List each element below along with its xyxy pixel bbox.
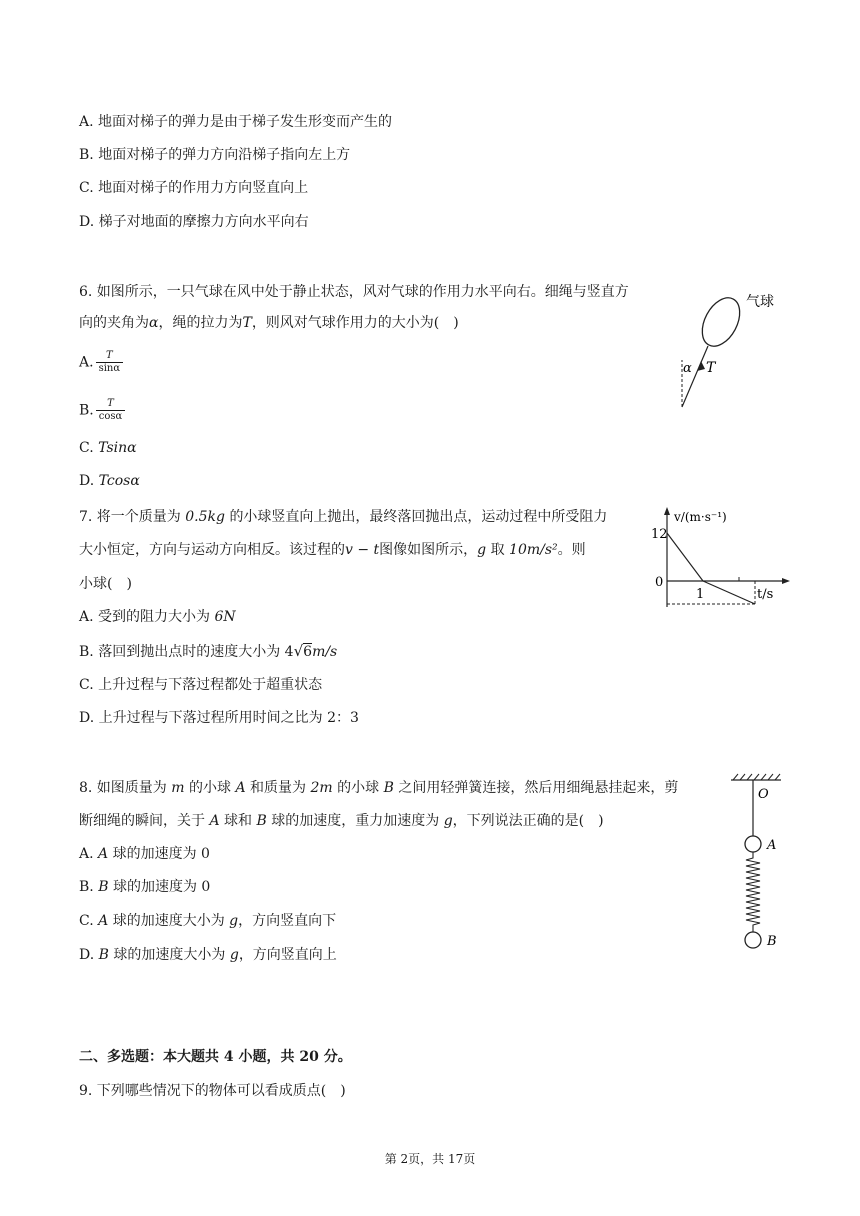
q6-option-b: B. $\frac{T}{\cos\alpha}$ (79, 398, 125, 423)
ball-B (745, 932, 761, 948)
q8-stem-line2: 断细绳的瞬间，关于 A 球和 B 球的加速度，重力加速度为 g，下列说法正确的是( ) (79, 813, 604, 829)
q9-stem: 9. 下列哪些情况下的物体可以看成质点( ) (79, 1083, 346, 1099)
fig-xlabel: t/s (757, 587, 774, 602)
q8-option-c: C. A 球的加速度大小为 g，方向竖直向下 (79, 913, 337, 929)
q7-stem-line3: 小球( ) (79, 576, 132, 592)
string-line (682, 346, 708, 407)
fig-alpha-label: α (683, 361, 692, 376)
rising-segment (667, 533, 703, 581)
fig-A-label: A (767, 838, 777, 853)
fig-ylabel: v/(m·s⁻¹) (674, 510, 727, 524)
q7-option-b: B. 落回到抛出点时的速度大小为 4√6m/s (79, 642, 338, 660)
spring-coil (746, 852, 760, 932)
fig-balloon-label: 气球 (746, 294, 774, 310)
balloon-shape (695, 292, 748, 353)
q6-option-c: C. Tsinα (79, 440, 137, 456)
q5-option-d: D. 梯子对地面的摩擦力方向水平向右 (79, 214, 309, 230)
fig-y0: 0 (655, 575, 664, 590)
q6-option-d: D. Tcosα (79, 473, 140, 489)
fig-y12: 12 (651, 527, 668, 542)
q5-option-c: C. 地面对梯子的作用力方向竖直向上 (79, 180, 309, 196)
fig-x1: 1 (696, 587, 705, 602)
q6-stem-line2: 向的夹角为α，绳的拉力为T，则风对气球作用力的大小为( ) (79, 315, 459, 331)
q6-tension: T (242, 315, 252, 331)
page-footer: 第 2页，共 17页 (384, 1152, 476, 1166)
fraction: $\frac{T}{\cos\alpha}$ (96, 398, 126, 423)
q7-option-d: D. 上升过程与下落过程所用时间之比为 2：3 (79, 710, 359, 726)
q7-stem-line1: 7. 将一个质量为 0.5kg 的小球竖直向上抛出，最终落回抛出点，运动过程中所受阻力 (79, 509, 608, 525)
q7-stem-line2: 大小恒定，方向与运动方向相反。该过程的v − t图像如图所示，g 取 10m/s²。则 (79, 542, 586, 558)
fig-O-label: O (758, 787, 769, 802)
q8-stem-line1: 8. 如图质量为 m 的小球 A 和质量为 2m 的小球 B 之间用轻弹簧连接，然后用细绳悬挂起来，剪 (79, 780, 679, 796)
q6-alpha: α (149, 315, 159, 331)
q5-option-a: A. 地面对梯子的弹力是由于梯子发生形变而产生的 (79, 114, 393, 130)
vt-graph (645, 503, 795, 618)
section-heading: 二、多选题：本大题共 4 小题，共 20 分。 (79, 1049, 352, 1065)
falling-segment (703, 581, 755, 604)
q8-option-a: A. A 球的加速度为 0 (79, 846, 210, 862)
ball-A (745, 836, 761, 852)
q6-stem-line1: 6. 如图所示，一只气球在风中处于静止状态，风对气球的作用力水平向右。细绳与竖直方 (79, 284, 629, 300)
q7-option-c: C. 上升过程与下落过程都处于超重状态 (79, 677, 323, 693)
q6-option-a: A. $\frac{T}{\sin\alpha}$ (79, 350, 123, 375)
t-axis-arrow-icon (782, 578, 790, 584)
q5-option-b: B. 地面对梯子的弹力方向沿梯子指向左上方 (79, 147, 351, 163)
tension-arrow-icon (697, 361, 705, 371)
balloon-figure (670, 280, 790, 415)
q7-option-a: A. 受到的阻力大小为 6N (79, 609, 236, 625)
fig-T-label: T (706, 360, 716, 376)
spring-system-figure (725, 770, 795, 955)
ceiling-hatch (733, 774, 780, 780)
v-axis-arrow-icon (664, 507, 670, 515)
q8-option-b: B. B 球的加速度为 0 (79, 879, 211, 895)
q8-option-d: D. B 球的加速度大小为 g，方向竖直向上 (79, 947, 337, 963)
fig-B-label: B (767, 934, 777, 949)
fraction: $\frac{T}{\sin\alpha}$ (96, 350, 124, 375)
